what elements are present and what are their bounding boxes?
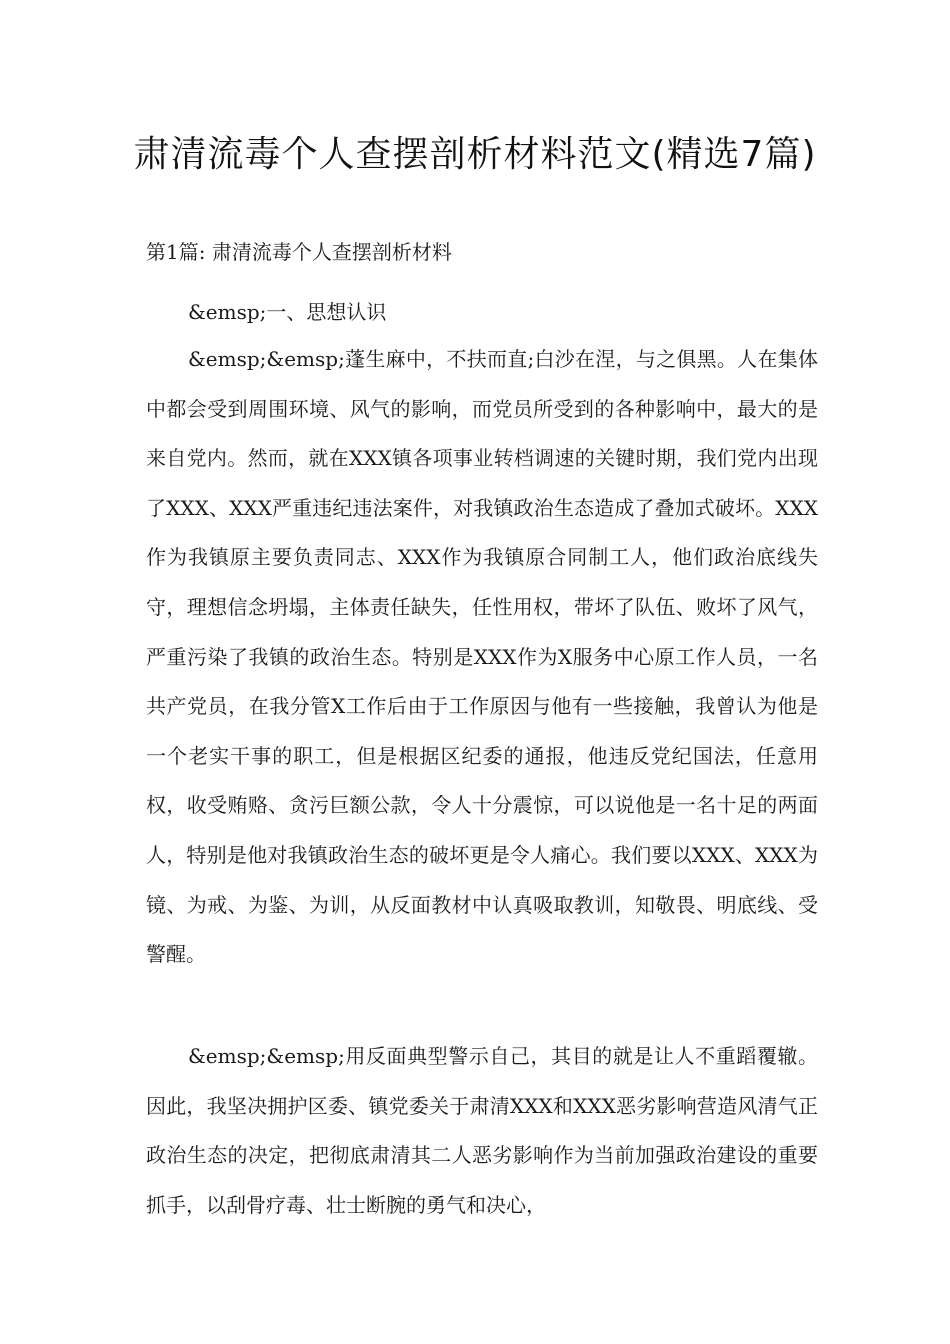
section-heading: 第1篇: 肃清流毒个人查摆剖析材料	[146, 240, 452, 264]
paragraph-heading: &emsp;一、思想认识	[188, 300, 387, 324]
paragraph: &emsp;&emsp;用反面典型警示自己，其目的就是让人不重蹈覆辙。因此，我坚决拥护区委、镇党委关于肃清XXX和XXX恶劣影响营造风清气正政治生态的决定，把彻底肃清其二人恶劣影响作为当前加强政治建设的重要抓手，以刮骨疗毒、壮士断腕的勇气和决心，	[146, 1044, 818, 1217]
paragraph: &emsp;&emsp;蓬生麻中，不扶而直;白沙在涅，与之俱黑。人在集体中都会受到周围环境、风气的影响，而党员所受到的各种影响中，最大的是来自党内。然而，就在XXX镇各项事业转档调速的关键时期，我们党内出现了XXX、XXX严重违纪违法案件，对我镇政治生态造成了叠加式破坏。XXX作为我镇原主要负责同志、XXX作为我镇原合同制工人，他们政治底线失守，理想信念坍塌，主体责任缺失，任性用权，带坏了队伍、败坏了风气，严重污染了我镇的政治生态。特别是XXX作为X服务中心原工作人员，一名共产党员，在我分管X工作后由于工作原因与他有一些接触，我曾认为他是一个老实干事的职工，但是根据区纪委的通报，他违反党纪国法，任意用权，收受贿赂、贪污巨额公款，令人十分震惊，可以说他是一名十足的两面人，特别是他对我镇政治生态的破坏更是令人痛心。我们要以XXX、XXX为镜、为戒、为鉴、为训，从反面教材中认真吸取教训，知敬畏、明底线、受警醒。	[146, 347, 818, 967]
document-title: 肃清流毒个人查摆剖析材料范文(精选7篇)	[133, 134, 817, 175]
